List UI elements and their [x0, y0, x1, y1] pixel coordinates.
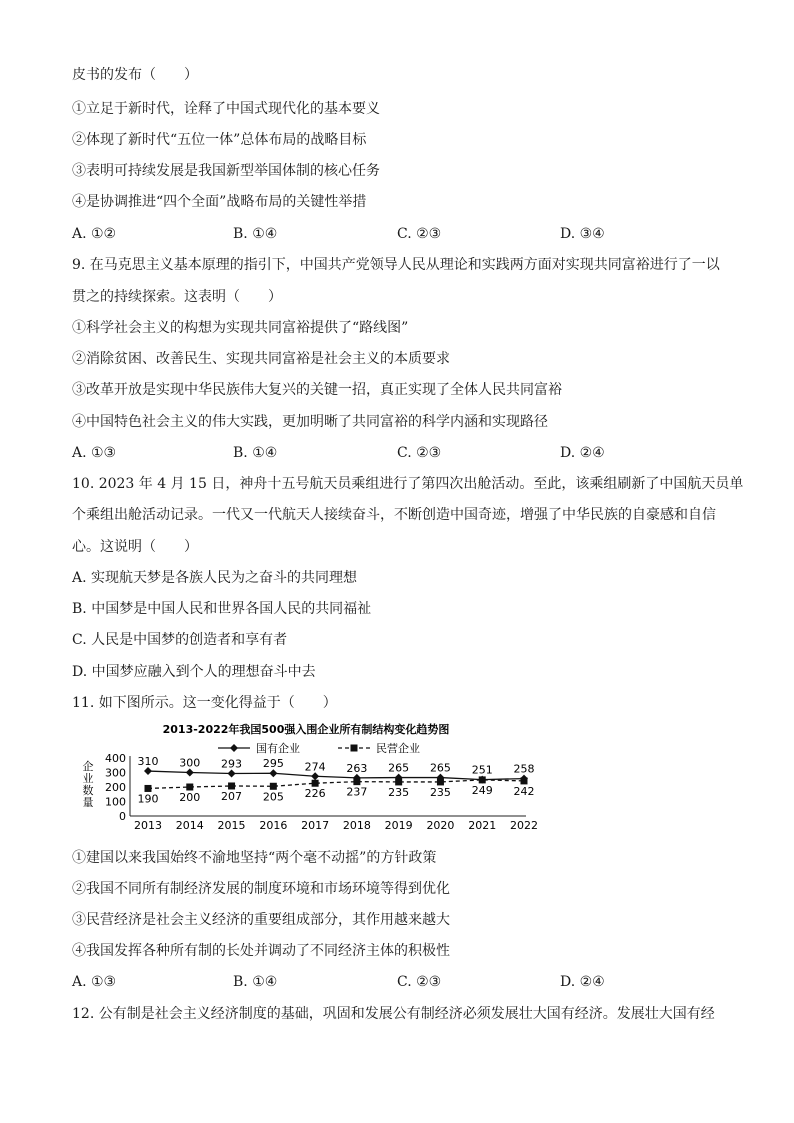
- y-tick-label: 0: [119, 810, 126, 823]
- data-label: 274: [304, 760, 326, 774]
- data-label: 300: [179, 756, 201, 770]
- data-label: 237: [346, 785, 368, 799]
- data-point: [144, 767, 152, 775]
- data-point: [269, 769, 277, 777]
- y-axis-label: 企业数量: [82, 760, 94, 809]
- q10-stem-line-2: 个乘组出舱活动记录。一代又一代航天人接续奋斗，不断创造中国奇迹，增强了中华民族的自豪感和自信: [72, 507, 716, 523]
- q9-item-1: ①科学社会主义的构想为实现共同富裕提供了“路线图”: [72, 320, 409, 336]
- data-label: 310: [137, 755, 159, 769]
- q9-item-4: ④中国特色社会主义的伟大实践，更加明晰了共同富裕的科学内涵和实现路径: [72, 414, 548, 430]
- q8-item-4: ④是协调推进“四个全面”战略布局的关键性举措: [72, 194, 367, 210]
- y-tick-label: 300: [105, 766, 126, 780]
- x-tick-label: 2022: [510, 819, 538, 832]
- series-line: [148, 780, 524, 789]
- data-point: [437, 778, 444, 785]
- q10-stem-line-3: 心。这说明（ ）: [72, 539, 198, 555]
- q11-item-1: ①建国以来我国始终不渝地坚持“两个毫不动摇”的方针政策: [72, 850, 437, 866]
- legend-marker: [230, 744, 238, 752]
- data-point: [353, 778, 360, 785]
- data-label: 190: [137, 792, 159, 806]
- data-label: 258: [513, 762, 535, 776]
- data-point: [311, 772, 319, 780]
- chart-legend: [218, 741, 420, 755]
- data-label: 251: [471, 763, 493, 777]
- data-label: 249: [471, 783, 493, 797]
- x-tick-label: 2014: [175, 819, 204, 832]
- data-label: 295: [262, 757, 284, 771]
- data-label: 226: [304, 787, 326, 801]
- q11-item-2: ②我国不同所有制经济发展的制度环境和市场环境等得到优化: [72, 881, 450, 897]
- data-point: [270, 783, 277, 790]
- x-tick-label: 2017: [301, 819, 330, 832]
- q12-stem-line-1: 12. 公有制是社会主义经济制度的基础，巩固和发展公有制经济必须发展壮大国有经济。发展壮大国有经: [72, 1006, 715, 1022]
- q9-stem-line-1: 9. 在马克思主义基本原理的指引下，中国共产党领导人民从理论和实践两方面对实现共同富裕进行了一以: [72, 257, 720, 273]
- q8-option-d[interactable]: D. ③④: [560, 226, 605, 242]
- x-tick-label: 2018: [342, 819, 371, 832]
- x-tick-label: 2019: [384, 819, 413, 832]
- data-label: 265: [388, 761, 410, 775]
- q10-option-d[interactable]: D. 中国梦应融入到个人的理想奋斗中去: [72, 664, 316, 680]
- q11-option-a[interactable]: A. ①③: [72, 974, 117, 990]
- q8-option-c[interactable]: C. ②③: [397, 226, 442, 242]
- x-tick-label: 2021: [468, 819, 497, 832]
- x-tick-label: 2015: [217, 819, 246, 832]
- data-point: [228, 782, 235, 789]
- chart-title: 2013-2022年我国500强入围企业所有制结构变化趋势图: [162, 723, 450, 736]
- q11-stem: 11. 如下图所示。这一变化得益于（ ）: [72, 695, 337, 711]
- q9-item-3: ③改革开放是实现中华民族伟大复兴的关键一招，真正实现了全体人民共同富裕: [72, 382, 562, 398]
- q10-stem-line-1: 10. 2023 年 4 月 15 日，神舟十五号航天员乘组进行了第四次出舱活动。至此，该乘组刷新了中国航天员单: [72, 476, 744, 492]
- chart-y-axis-label: [83, 759, 94, 809]
- q10-option-c[interactable]: C. 人民是中国梦的创造者和享有者: [72, 632, 288, 648]
- q9-options: [72, 444, 712, 462]
- data-point: [186, 769, 194, 777]
- y-tick-label: 200: [105, 781, 126, 794]
- data-point: [479, 776, 486, 783]
- data-label: 200: [179, 791, 201, 804]
- q10-option-b[interactable]: B. 中国梦是中国人民和世界各国人民的共同福祉: [72, 601, 372, 617]
- q9-option-a[interactable]: A. ①③: [72, 445, 117, 461]
- series-line: [148, 771, 524, 780]
- data-label: 242: [513, 784, 535, 798]
- legend-label: 国有企业: [256, 742, 300, 755]
- chart-series: [138, 755, 535, 805]
- x-tick-label: 2020: [426, 819, 455, 832]
- q9-option-d[interactable]: D. ②④: [560, 445, 605, 461]
- y-tick-label: 100: [105, 795, 126, 809]
- q11-option-c[interactable]: C. ②③: [397, 974, 442, 990]
- q11-options: [72, 973, 712, 991]
- q11-option-d[interactable]: D. ②④: [560, 974, 605, 990]
- x-tick-label: 2016: [259, 819, 288, 832]
- data-label: 263: [346, 761, 368, 775]
- q9-item-2: ②消除贫困、改善民生、实现共同富裕是社会主义的本质要求: [72, 351, 450, 367]
- y-tick-label: 400: [105, 752, 126, 765]
- data-point: [312, 780, 319, 787]
- x-tick-label: 2013: [134, 819, 162, 832]
- legend-marker: [351, 745, 358, 752]
- legend-label: 民营企业: [376, 742, 420, 755]
- data-point: [521, 777, 528, 784]
- q9-option-c[interactable]: C. ②③: [397, 445, 442, 461]
- q10-option-a[interactable]: A. 实现航天梦是各族人民为之奋斗的共同理想: [72, 570, 358, 586]
- q8-stem-tail: 皮书的发布（ ）: [72, 67, 198, 83]
- data-label: 207: [221, 789, 243, 803]
- data-label: 293: [221, 757, 243, 771]
- q8-item-3: ③表明可持续发展是我国新型举国体制的核心任务: [72, 163, 380, 179]
- data-label: 235: [388, 785, 410, 799]
- q9-stem-line-2: 贯之的持续探索。这表明（ ）: [72, 289, 282, 305]
- q8-option-a[interactable]: A. ①②: [72, 226, 117, 242]
- q8-option-b[interactable]: B. ①④: [233, 226, 278, 242]
- q11-item-3: ③民营经济是社会主义经济的重要组成部分，其作用越来越大: [72, 912, 450, 928]
- data-point: [145, 785, 152, 792]
- q8-item-2: ②体现了新时代“五位一体”总体布局的战略目标: [72, 132, 367, 148]
- data-label: 265: [429, 761, 451, 775]
- data-label: 205: [262, 790, 284, 804]
- data-point: [186, 784, 193, 791]
- data-label: 235: [429, 785, 451, 799]
- q8-options: [72, 225, 712, 243]
- ownership-trend-chart: [78, 718, 538, 836]
- q8-item-1: ①立足于新时代，诠释了中国式现代化的基本要义: [72, 101, 380, 117]
- q11-option-b[interactable]: B. ①④: [233, 974, 278, 990]
- data-point: [395, 778, 402, 785]
- q11-item-4: ④我国发挥各种所有制的长处并调动了不同经济主体的积极性: [72, 943, 450, 959]
- data-point: [228, 770, 236, 778]
- q9-option-b[interactable]: B. ①④: [233, 445, 278, 461]
